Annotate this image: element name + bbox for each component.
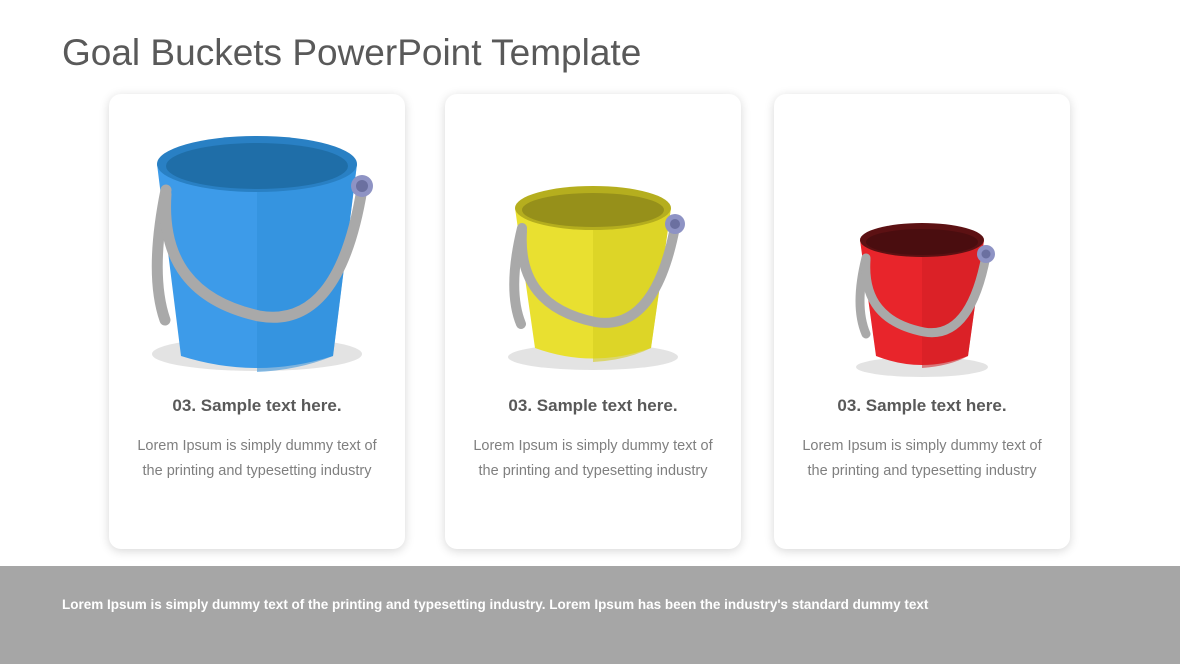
bucket-icon — [109, 94, 405, 394]
card-body-text: Lorem Ipsum is simply dummy text of the printing and typesetting industry — [802, 438, 1042, 479]
cards-container — [0, 94, 1180, 549]
card-blue[interactable] — [109, 94, 405, 549]
bucket-icon — [445, 94, 741, 394]
card-heading: 03. Sample text here. — [508, 396, 678, 415]
card-heading: 03. Sample text here. — [172, 396, 342, 415]
footer-text: Lorem Ipsum is simply dummy text of the printing and typesetting industry. Lorem Ipsum has been the industry's standard dummy text — [62, 597, 929, 612]
card-red[interactable] — [774, 94, 1070, 549]
footer-bar — [0, 566, 1180, 664]
page-title: Goal Buckets PowerPoint Template — [62, 32, 642, 73]
card-body-text: Lorem Ipsum is simply dummy text of the printing and typesetting industry — [137, 438, 377, 479]
bucket-icon — [774, 94, 1070, 394]
bucket-illustration-yellow — [445, 94, 741, 394]
card-yellow[interactable] — [445, 94, 741, 549]
card-body-text: Lorem Ipsum is simply dummy text of the printing and typesetting industry — [473, 438, 713, 479]
bucket-illustration-blue — [109, 94, 405, 394]
card-heading: 03. Sample text here. — [837, 396, 1007, 415]
bucket-illustration-red — [774, 94, 1070, 394]
